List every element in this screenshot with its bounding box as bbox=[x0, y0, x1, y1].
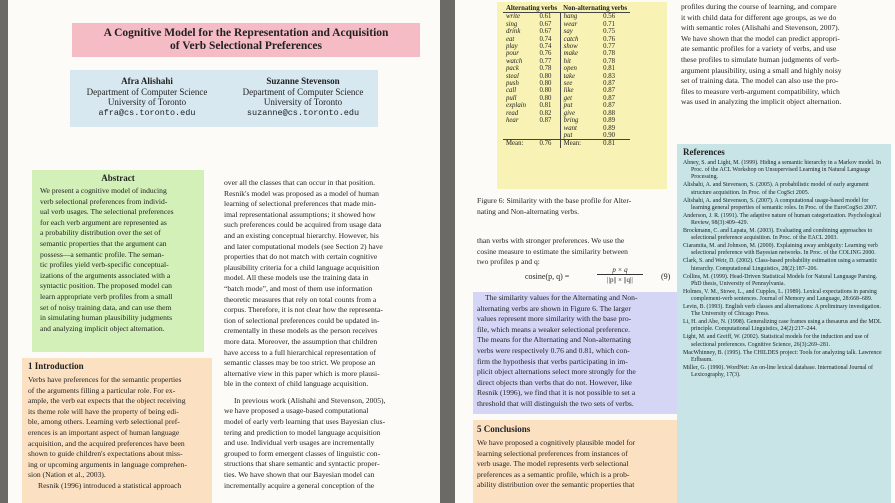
reference-item: Collins, M. (1999). Head-Driven Statistical Models for Natural Language Parsing. PhD thesis, University of Pennsylvania. bbox=[683, 273, 878, 287]
table-body bbox=[503, 13, 630, 140]
author-1 bbox=[74, 76, 220, 118]
reference-list bbox=[683, 160, 887, 379]
reference-item: Alishahi, A. and Stevenson, S. (2007). A computational usage-based model for learning general properties of semantic roles. In Proc. of the EuroCogSci 2007. bbox=[683, 197, 878, 211]
abstract-line: ual verb usages. The selectional preferences bbox=[40, 207, 174, 217]
col2-line: tion of selectional preferences could be updated in- bbox=[224, 315, 380, 325]
alt-verb: write bbox=[506, 13, 520, 21]
intro-heading: 1 Introduction bbox=[28, 361, 84, 371]
similarity-paragraph bbox=[473, 292, 677, 414]
non-verb: hit bbox=[560, 58, 600, 65]
conclusions-continued bbox=[681, 2, 881, 108]
alt-verb: call bbox=[506, 87, 517, 95]
conclusions-heading: 5 Conclusions bbox=[477, 424, 531, 434]
cosine-equation bbox=[525, 266, 675, 288]
table-row bbox=[503, 102, 630, 109]
references-block bbox=[677, 144, 891, 503]
col2-line: “batch mode”, and most of them use information bbox=[224, 283, 373, 293]
author-email[interactable]: suzanne@cs.toronto.edu bbox=[246, 107, 360, 118]
caption-line: nating and Non-alternating verbs. bbox=[477, 206, 580, 216]
reference-item: Light, M. and Greiff, W. (2002). Statistical models for the induction and use of selectional preferences. Cognitive Science, 26(3):269–281. bbox=[683, 334, 869, 348]
rightcol-line: set of training data. The model can also use the pro- bbox=[681, 76, 839, 86]
reference-item: Li, H. and Abe, N. (1998). Generalizing case frames using a thesaurus and the MDL principle. Computational Linguistics, 24(2):217–244. bbox=[683, 319, 882, 333]
alt-verb: hear bbox=[506, 117, 519, 125]
alt-verb: pack bbox=[506, 65, 519, 73]
col2-line: incrementally acquire a general conception of the bbox=[224, 480, 375, 490]
abstract-line: We present a cognitive model of inducing bbox=[40, 186, 167, 195]
reference-item: Clark, S. and Weir, D. (2002). Class-based probability estimation using a semantic hierarchy. Computational Linguistics, 28(2):187–206. bbox=[683, 258, 878, 272]
alt-verb: drink bbox=[506, 28, 521, 36]
table-row bbox=[503, 58, 630, 65]
col2-line: and use. Individual verb usages are incrementally bbox=[224, 438, 375, 448]
col2-line: over all the classes that can occur in that position. bbox=[224, 178, 375, 187]
table-row bbox=[503, 43, 630, 50]
col2-line: structions that share semantic and syntactic proper- bbox=[224, 459, 380, 469]
abstract-line: set of noisy training data, and can use them bbox=[40, 302, 172, 312]
intro-line: of the arguments filling a particular role. For ex- bbox=[28, 385, 176, 395]
rightcol-line: was used in analyzing the implicit object alternation. bbox=[681, 97, 842, 107]
non-verb: wear bbox=[560, 21, 600, 28]
alt-score: 0.61 bbox=[539, 13, 552, 21]
similarity-line: The similarity values for the Alternating and Non- bbox=[485, 293, 638, 302]
non-verb: open bbox=[560, 65, 600, 72]
col2-line: grouped to form emergent classes of linguistic con- bbox=[224, 448, 381, 458]
abstract-line: semantic properties that the argument can bbox=[40, 238, 167, 248]
similarity-line: alternating verbs are shown in Figure 6. The larger bbox=[477, 303, 631, 313]
abstract-line: tic profiles yield verb-specific conceptual- bbox=[40, 260, 169, 270]
alt-verb: play bbox=[506, 43, 518, 51]
similarity-line: Resnik (1996), we find that it is not possible to set a bbox=[477, 388, 636, 398]
col2-line: we have proposed a usage-based computational bbox=[224, 406, 369, 416]
similarity-line: direct objects than verbs that do not. However, like bbox=[477, 377, 632, 387]
col2-line: such preferences could be acquired from usage data bbox=[224, 220, 382, 230]
abstract-line: and analyzing implicit object alternation. bbox=[40, 323, 165, 333]
alt-score: 0.67 bbox=[539, 28, 552, 36]
non-verb: get bbox=[560, 95, 600, 102]
alt-score: 0.80 bbox=[539, 72, 552, 80]
rightcol-line: these profiles to simulate human judgments of verb- bbox=[681, 54, 840, 64]
alt-verb bbox=[503, 125, 536, 132]
non-verb: see bbox=[560, 80, 600, 87]
author-dept: Department of Computer Science bbox=[86, 86, 208, 97]
column-2-text bbox=[224, 178, 420, 491]
alt-score: 0.80 bbox=[539, 80, 552, 88]
rightcol-line: files to measure verb-argument compatibility, which bbox=[681, 86, 840, 96]
equation-numerator: p × q bbox=[597, 266, 643, 275]
rightcol-line: profiles during the course of learning, and compare bbox=[681, 2, 837, 11]
equation-denominator: ||p|| × ||q|| bbox=[607, 276, 633, 284]
intro-line: ing or upcoming arguments in language comprehen- bbox=[28, 459, 187, 469]
non-verb: make bbox=[560, 50, 600, 57]
intro-line: Resnik (1996) introduced a statistical approach bbox=[38, 480, 182, 490]
page-left[interactable] bbox=[8, 0, 440, 503]
non-score: 0.87 bbox=[603, 94, 616, 102]
page-right[interactable] bbox=[455, 0, 895, 503]
rightcol-line: ate semantic profiles for a variety of verbs, and use bbox=[681, 44, 837, 54]
non-score: 0.76 bbox=[603, 35, 616, 43]
non-score: 0.90 bbox=[603, 131, 616, 139]
intro-line: ble, among others. Learning verb selectional pref- bbox=[28, 417, 180, 427]
non-score: 0.81 bbox=[603, 65, 616, 73]
table-row bbox=[503, 13, 630, 21]
col2-line: theoretic measures that rely on total counts from a bbox=[224, 294, 377, 304]
equation-label: (9) bbox=[661, 272, 671, 281]
references-heading: References bbox=[683, 147, 725, 157]
rightcol-line: it with child data for different age groups, as we do bbox=[681, 12, 837, 22]
intro-line: ample, the verb eat expects that the object receiving bbox=[28, 396, 186, 406]
non-score: 0.88 bbox=[603, 109, 616, 117]
alt-verb: sing bbox=[506, 20, 518, 28]
table-mean-row bbox=[503, 140, 630, 148]
author-2 bbox=[230, 76, 376, 118]
alt-verb: push bbox=[506, 80, 519, 88]
abstract-line: learn appropriate verb profiles from a small bbox=[40, 291, 173, 301]
col2-line: semantic classes may be too strict. We propose an bbox=[224, 358, 376, 368]
alt-verb: steal bbox=[506, 72, 519, 80]
non-score: 0.78 bbox=[603, 57, 616, 65]
conclusions-line: We have proposed a cognitively plausible model for bbox=[477, 438, 636, 447]
equation-lhs: cosine(p, q) = bbox=[525, 272, 570, 281]
conclusions-line: verb usage. The model represents verb selectional bbox=[477, 459, 629, 469]
rightcol-line: argument plausibility, using a small and highly noisy bbox=[681, 65, 842, 75]
conclusions-line: learning selectional preferences from instances of bbox=[477, 448, 628, 458]
reference-item: Alishahi, A. and Stevenson, S. (2005). A probabilistic model of early argument structure acquisition. In Proc. of the CogSci 2005. bbox=[683, 182, 869, 196]
reference-item: Holmes, V. M., Stowe, L., and Cupples, L. (1989). Lexical expectations in parsing complement-verb sentences. Journal of Memory and Language, 28:668–689. bbox=[683, 288, 877, 303]
non-verb: put bbox=[560, 132, 600, 140]
non-score: 0.75 bbox=[603, 28, 616, 36]
abstract-heading: Abstract bbox=[101, 173, 135, 183]
table-row bbox=[503, 80, 630, 87]
non-verb: hang bbox=[560, 13, 600, 21]
paper-title bbox=[72, 23, 420, 53]
mean-non: 0.81 bbox=[600, 140, 630, 148]
abstract-block bbox=[32, 170, 204, 352]
non-verb: bring bbox=[560, 117, 600, 124]
table-header-row bbox=[503, 5, 630, 13]
intro-line: its theme role will have the property of being edi- bbox=[28, 406, 179, 416]
alt-verb: pull bbox=[506, 94, 517, 102]
abstract-text bbox=[32, 186, 204, 334]
abstract-line: verb selectional preferences from individ- bbox=[40, 196, 168, 206]
intro-line: acquisition, and the acquired preferences have been bbox=[28, 438, 185, 448]
non-verb: put bbox=[560, 102, 600, 109]
cosine-line: two profiles p and q: bbox=[477, 257, 540, 267]
author-univ: University of Toronto bbox=[107, 97, 187, 107]
abstract-line: a probability distribution over the set of bbox=[40, 228, 161, 238]
reference-item: Levin, B. (1993). English verb classes and alternations: A preliminary investigation. The University of Chicago Press. bbox=[683, 304, 881, 318]
intro-line: shown to guide children's expectations about miss- bbox=[28, 449, 183, 459]
cosine-paragraph bbox=[477, 236, 675, 268]
title-line-1: A Cognitive Model for the Representation and Acquisition bbox=[103, 27, 389, 39]
col2-line: crementally in these models as the person receives bbox=[224, 326, 378, 336]
table-row bbox=[503, 65, 630, 72]
col2-line: corpus. Therefore, it is not clear how the representa- bbox=[224, 305, 383, 315]
alt-score: 0.76 bbox=[539, 50, 552, 58]
caption-line: Figure 6: Similarity with the base profile for Alter- bbox=[477, 196, 632, 205]
non-verb: want bbox=[560, 125, 600, 132]
intro-text bbox=[22, 375, 212, 492]
reference-item: Abney, S. and Light, M. (1999). Hiding a semantic hierarchy in a Markov model. In Proc. of the ACL Workshop on Unsupervised Learning in Natural Language Processing. bbox=[683, 160, 881, 181]
conclusions-block bbox=[473, 420, 677, 503]
col2-line: ble in the context of child language acquisition. bbox=[224, 379, 369, 389]
alt-verb: eat bbox=[506, 35, 515, 43]
non-verb: show bbox=[560, 43, 600, 50]
title-line-2: of Verb Selectional Preferences bbox=[170, 40, 322, 52]
conclusions-line: ability distribution over the semantic properties that bbox=[477, 480, 635, 490]
abstract-line: izations of the arguments associated with a bbox=[40, 270, 171, 280]
col2-line: model. All these models use the training data in bbox=[224, 273, 369, 283]
alt-verb: watch bbox=[506, 57, 523, 65]
mean-label: Mean: bbox=[503, 140, 536, 148]
author-block bbox=[70, 70, 378, 127]
alt-verb: read bbox=[506, 109, 519, 117]
alt-score: 0.67 bbox=[539, 20, 552, 28]
non-score: 0.87 bbox=[603, 87, 616, 95]
alt-score: 0.80 bbox=[539, 87, 552, 95]
abstract-line: in simulating human plausibility judgments bbox=[40, 313, 173, 323]
non-score: 0.83 bbox=[603, 72, 616, 80]
table-row bbox=[503, 110, 630, 117]
intro-line: erences is an important aspect of human language bbox=[28, 427, 180, 437]
col2-line: tering and prediction to model language acquisition bbox=[224, 427, 381, 437]
author-email[interactable]: afra@cs.toronto.edu bbox=[98, 107, 196, 118]
introduction-block bbox=[22, 358, 212, 503]
alt-score: 0.82 bbox=[539, 109, 552, 117]
non-score: 0.77 bbox=[603, 43, 616, 51]
non-verb: catch bbox=[560, 36, 600, 43]
abstract-line: syntactic position. The proposed model can bbox=[40, 281, 172, 291]
table-row bbox=[503, 95, 630, 102]
col2-line: and later computational models (see Section 2) have bbox=[224, 241, 383, 251]
similarity-line: firm the hypothesis that verbs participating in im- bbox=[477, 356, 628, 366]
alt-score: 0.74 bbox=[539, 43, 552, 51]
table-row bbox=[503, 73, 630, 80]
rightcol-line: We have shown that the model can predict appropri- bbox=[681, 33, 840, 43]
non-score: 0.89 bbox=[603, 117, 616, 125]
figure-caption bbox=[477, 196, 675, 217]
author-univ: University of Toronto bbox=[263, 97, 343, 107]
author-name: Suzanne Stevenson bbox=[266, 76, 340, 86]
non-score: 0.56 bbox=[603, 13, 616, 21]
non-score: 0.87 bbox=[603, 80, 616, 88]
reference-item: Miller, G. (1990). WordNet: An on-line lexical database. International Journal of Lexicography, 17(3). bbox=[683, 364, 873, 379]
non-verb: like bbox=[560, 87, 600, 94]
col2-line: learning of selectional preferences that made min- bbox=[224, 199, 377, 209]
cosine-line: cosine measure to estimate the similarity between bbox=[477, 246, 628, 256]
title-block bbox=[72, 23, 420, 57]
similarity-line: plicit object alternations select more strongly for the bbox=[477, 367, 636, 377]
col2-line: model of early verb learning that uses Bayesian clus- bbox=[224, 417, 386, 427]
header-non-alternating: Non-alternating verbs bbox=[560, 5, 630, 13]
col2-line: In previous work (Alishahi and Stevenson, 2005), bbox=[234, 395, 386, 405]
reference-item: Anderson, J. R. (1991). The adaptive nature of human categorization. Psychological Review, 98(3):409–429. bbox=[683, 212, 881, 227]
non-score: 0.87 bbox=[603, 102, 616, 110]
table-row bbox=[503, 50, 630, 57]
abstract-line: for each verb argument are represented as bbox=[40, 217, 167, 227]
alt-score: 0.77 bbox=[539, 57, 552, 65]
alt-score bbox=[536, 125, 560, 132]
col2-line: imal representational assumptions; it showed how bbox=[224, 209, 376, 219]
col2-line: properties that do not match with certain cognitive bbox=[224, 252, 378, 262]
non-verb: say bbox=[560, 28, 600, 35]
non-score: 0.78 bbox=[603, 50, 616, 58]
col2-line: alternative view in this paper which is more plausi- bbox=[224, 368, 380, 378]
table-row bbox=[503, 87, 630, 94]
col2-line: Resnik's model was proposed as a model of human bbox=[224, 188, 379, 198]
cosine-line: than verbs with stronger preferences. We use the bbox=[477, 236, 625, 245]
similarity-line: values represent more similarity with the base pro- bbox=[477, 314, 632, 324]
table-row bbox=[503, 36, 630, 43]
alt-score: 0.78 bbox=[539, 65, 552, 73]
mean-alt: 0.76 bbox=[536, 140, 560, 148]
similarity-line: The means for the Alternating and Non-alternating bbox=[477, 335, 631, 345]
alt-verb bbox=[503, 132, 536, 140]
rightcol-line: with semantic roles (Alishahi and Stevenson, 2007). bbox=[681, 23, 840, 33]
alt-score: 0.81 bbox=[539, 102, 552, 110]
conclusions-line: preferences as a semantic profile, which is a prob- bbox=[477, 469, 630, 479]
conclusions-text bbox=[477, 438, 677, 491]
reference-item: Ciaramita, M. and Johnson, M. (2000). Explaining away ambiguity: Learning verb selectional preference with Bayesian networks. In Proc. of the COLING 2000. bbox=[683, 243, 878, 257]
verb-table-block bbox=[497, 2, 667, 189]
alt-verb: explain bbox=[506, 102, 527, 110]
alt-score: 0.87 bbox=[539, 117, 552, 125]
non-score: 0.89 bbox=[603, 124, 616, 132]
col2-line: more data. Moreover, the assumption that children bbox=[224, 336, 378, 346]
alt-score: 0.80 bbox=[539, 94, 552, 102]
non-verb: give bbox=[560, 110, 600, 117]
table-row bbox=[503, 28, 630, 35]
intro-line: Verbs have preferences for the semantic properties bbox=[28, 375, 182, 384]
table-row bbox=[503, 117, 630, 124]
col2-line: plausibility criteria for a child language acquisition bbox=[224, 262, 380, 272]
col2-line: and an existing conceptual hierarchy. However, his bbox=[224, 230, 379, 240]
table-row bbox=[503, 132, 630, 140]
table-row bbox=[503, 21, 630, 28]
reference-item: MacWhinney, B. (1995). The CHILDES project: Tools for analyzing talk. Lawrence Erlbaum. bbox=[683, 349, 882, 363]
author-name: Afra Alishahi bbox=[121, 76, 173, 86]
intro-line: sion (Nation et al., 2003). bbox=[28, 470, 106, 480]
similarity-line: verbs were respectively 0.76 and 0.81, which con- bbox=[477, 345, 630, 355]
author-dept: Department of Computer Science bbox=[242, 86, 364, 97]
col2-line: ties. We have shown that our Bayesian model can bbox=[224, 470, 375, 480]
mean-label: Mean: bbox=[560, 140, 600, 148]
table-row bbox=[503, 125, 630, 132]
verb-similarity-table bbox=[503, 5, 630, 148]
non-verb: take bbox=[560, 73, 600, 80]
similarity-line: threshold that will distinguish the two sets of verbs. bbox=[477, 398, 634, 408]
non-score: 0.71 bbox=[603, 20, 616, 28]
col2-line: have access to a full hierarchical representation of bbox=[224, 347, 377, 357]
abstract-line: possess—a semantic profile. The seman- bbox=[40, 249, 165, 259]
reference-item: Brockmann, C. and Lapata, M. (2003). Evaluating and combining approaches to selectional preference acquisition. In Proc. of the EACL 2003. bbox=[683, 228, 873, 242]
header-alternating: Alternating verbs bbox=[503, 5, 560, 13]
alt-score bbox=[536, 132, 560, 140]
similarity-line: file, which means a weaker selectional preference. bbox=[477, 324, 631, 334]
alt-score: 0.74 bbox=[539, 35, 552, 43]
alt-verb: pour bbox=[506, 50, 519, 58]
